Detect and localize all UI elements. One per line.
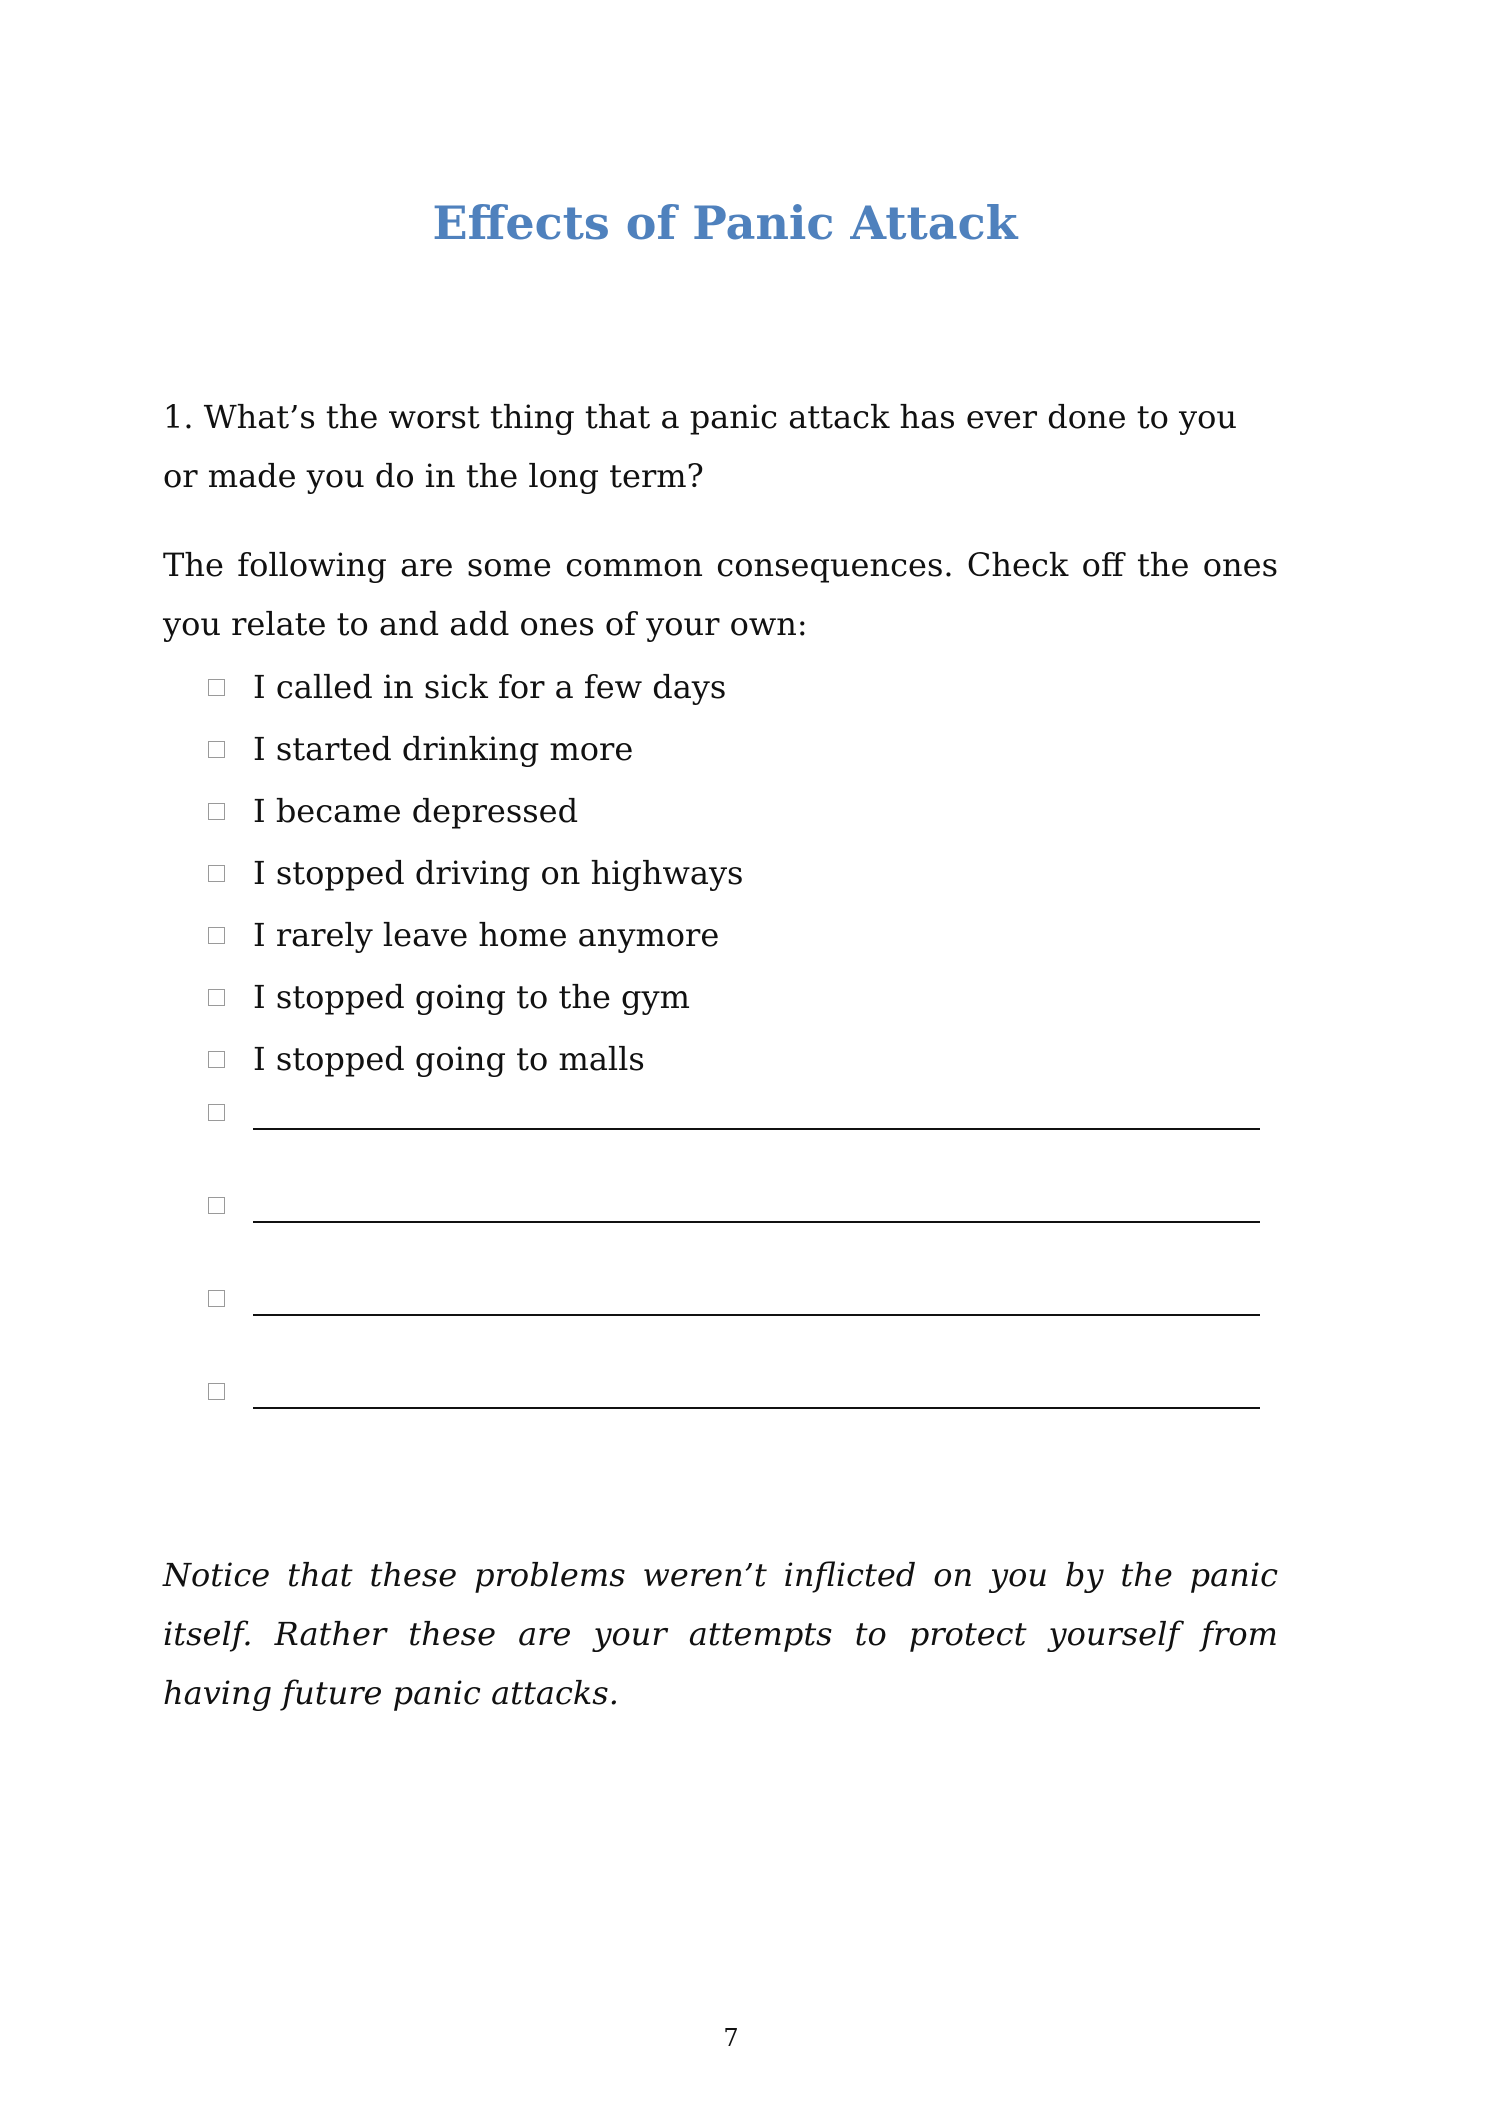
- checkbox[interactable]: [208, 927, 225, 944]
- page-title: Effects of Panic Attack: [432, 196, 1018, 250]
- checklist-item[interactable]: [208, 966, 1268, 1028]
- instruction-text: The following are some common consequences. Check off the ones you relate to and add ones of your own:: [163, 546, 1278, 643]
- blank-answer-line[interactable]: [253, 1276, 1260, 1316]
- checklist-item[interactable]: [208, 904, 1268, 966]
- blank-answer-line[interactable]: [253, 1090, 1260, 1130]
- checklist-item-label: I called in sick for a few days: [253, 668, 727, 706]
- checklist-item-label: I started drinking more: [253, 730, 634, 768]
- custom-entry-row: [208, 1090, 1268, 1183]
- custom-entry-row: [208, 1276, 1268, 1369]
- page-number: 7: [723, 2024, 739, 2052]
- checkbox[interactable]: [208, 865, 225, 882]
- blank-answer-line[interactable]: [253, 1369, 1260, 1409]
- checkbox[interactable]: [208, 1197, 225, 1214]
- checklist-item-label: I stopped driving on highways: [253, 854, 744, 892]
- checkbox[interactable]: [208, 1104, 225, 1121]
- custom-entry-row: [208, 1369, 1268, 1462]
- question-text: 1. What’s the worst thing that a panic attack has ever done to you or made you do in the long term?: [163, 398, 1237, 495]
- checkbox[interactable]: [208, 803, 225, 820]
- checklist-item-label: I rarely leave home anymore: [253, 916, 720, 954]
- custom-entry-list: [208, 1090, 1268, 1462]
- checklist-item-label: I became depressed: [253, 792, 579, 830]
- checkbox[interactable]: [208, 679, 225, 696]
- checkbox[interactable]: [208, 1383, 225, 1400]
- italic-note: Notice that these problems weren’t inflicted on you by the panic itself. Rather these are your attempts to protect yourself from having future panic attacks.: [163, 1556, 1278, 1712]
- checkbox[interactable]: [208, 1051, 225, 1068]
- checklist-item[interactable]: [208, 780, 1268, 842]
- blank-answer-line[interactable]: [253, 1183, 1260, 1223]
- checklist-item-label: I stopped going to the gym: [253, 978, 690, 1016]
- checklist-item[interactable]: [208, 656, 1268, 718]
- checklist-item[interactable]: [208, 842, 1268, 904]
- checklist-item[interactable]: [208, 1028, 1268, 1090]
- checkbox[interactable]: [208, 1290, 225, 1307]
- consequence-checklist: [208, 656, 1268, 1090]
- checklist-item[interactable]: [208, 718, 1268, 780]
- checkbox[interactable]: [208, 741, 225, 758]
- custom-entry-row: [208, 1183, 1268, 1276]
- checkbox[interactable]: [208, 989, 225, 1006]
- checklist-item-label: I stopped going to malls: [253, 1040, 645, 1078]
